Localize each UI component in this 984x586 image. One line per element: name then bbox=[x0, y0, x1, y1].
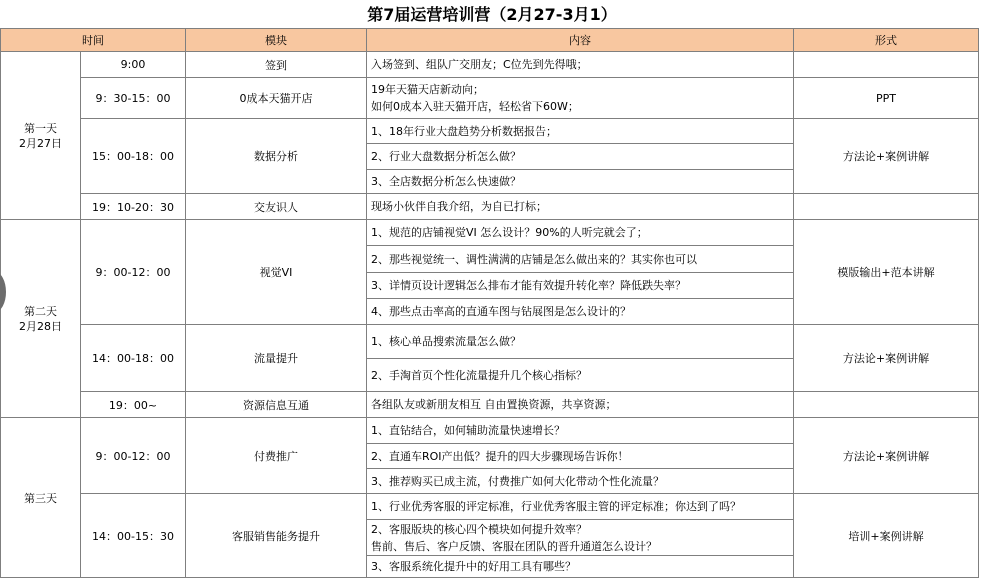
module-cell: 视觉VI bbox=[186, 220, 367, 325]
time-cell: 15：00-18：00 bbox=[81, 119, 186, 194]
content-cell: 1、18年行业大盘趋势分析数据报告； bbox=[367, 119, 794, 144]
day-label: 第二天 bbox=[24, 304, 57, 318]
content-cell bbox=[367, 78, 794, 119]
format-cell bbox=[794, 194, 979, 220]
time-cell: 9：00-12：00 bbox=[81, 220, 186, 325]
day-cell-3: 第三天 bbox=[1, 418, 81, 578]
page-title: 第7届运营培训营（2月27-3月1） bbox=[367, 5, 617, 24]
header-format: 形式 bbox=[794, 29, 979, 52]
content-cell: 3、推荐购买已成主流，付费推广如何大化带动个性化流量？ bbox=[367, 469, 794, 494]
format-cell bbox=[794, 392, 979, 418]
format-cell: 方法论+案例讲解 bbox=[794, 418, 979, 494]
module-cell: 资源信息互通 bbox=[186, 392, 367, 418]
time-cell: 19：10-20：30 bbox=[81, 194, 186, 220]
content-cell: 4、那些点击率高的直通车图与钻展图是怎么设计的？ bbox=[367, 299, 794, 325]
format-cell: 方法论+案例讲解 bbox=[794, 119, 979, 194]
format-cell: 模版输出+范本讲解 bbox=[794, 220, 979, 325]
content-line: 如何0成本入驻天猫开店，轻松省下60W； bbox=[371, 100, 579, 113]
module-cell: 客服销售能务提升 bbox=[186, 494, 367, 578]
table-row bbox=[1, 194, 979, 220]
table-row bbox=[1, 78, 979, 119]
content-cell: 现场小伙伴自我介绍，为自已打标； bbox=[367, 194, 794, 220]
table-row bbox=[1, 494, 979, 520]
day-date: 2月27日 bbox=[19, 136, 62, 150]
module-cell: 付费推广 bbox=[186, 418, 367, 494]
format-cell bbox=[794, 52, 979, 78]
table-row bbox=[1, 325, 979, 359]
content-cell bbox=[367, 520, 794, 556]
header-content: 内容 bbox=[367, 29, 794, 52]
day-cell-1 bbox=[1, 52, 81, 220]
content-cell: 1、直钻结合，如何辅助流量快速增长？ bbox=[367, 418, 794, 444]
content-cell: 1、核心单品搜索流量怎么做？ bbox=[367, 325, 794, 359]
header-time: 时间 bbox=[1, 29, 186, 52]
content-cell: 1、规范的店铺视觉VI 怎么设计？90%的人听完就会了； bbox=[367, 220, 794, 246]
content-cell: 2、那些视觉统一、调性满满的店铺是怎么做出来的？其实你也可以 bbox=[367, 246, 794, 273]
time-cell: 19：00~ bbox=[81, 392, 186, 418]
module-cell: 流量提升 bbox=[186, 325, 367, 392]
content-cell: 1、行业优秀客服的评定标准，行业优秀客服主管的评定标准；你达到了吗？ bbox=[367, 494, 794, 520]
day-cell-2 bbox=[1, 220, 81, 418]
content-line: 售前、售后、客户反馈、客服在团队的晋升通道怎么设计？ bbox=[371, 539, 657, 553]
header-row bbox=[1, 29, 979, 52]
content-cell: 各组队友或新朋友相互 自由置换资源，共享资源； bbox=[367, 392, 794, 418]
time-cell: 9:00 bbox=[81, 52, 186, 78]
table-row bbox=[1, 119, 979, 144]
content-line: 19年天猫天店新动向； bbox=[371, 83, 484, 96]
content-cell: 3、客服系统化提升中的好用工具有哪些？ bbox=[367, 556, 794, 578]
content-cell: 2、行业大盘数据分析怎么做？ bbox=[367, 144, 794, 170]
content-cell: 2、手淘首页个性化流量提升几个核心指标？ bbox=[367, 359, 794, 392]
time-cell: 14：00-15：30 bbox=[81, 494, 186, 578]
format-cell: 培训+案例讲解 bbox=[794, 494, 979, 578]
module-cell: 0成本天猫开店 bbox=[186, 78, 367, 119]
day-label: 第一天 bbox=[24, 121, 57, 135]
content-cell: 入场签到、组队广交朋友；C位先到先得哦； bbox=[367, 52, 794, 78]
content-cell: 3、详情页设计逻辑怎么排布才能有效提升转化率？降低跌失率？ bbox=[367, 273, 794, 299]
table-row bbox=[1, 392, 979, 418]
table-row bbox=[1, 418, 979, 444]
content-cell: 2、直通车ROI产出低？提升的四大步骤现场告诉你！ bbox=[367, 444, 794, 469]
header-module: 模块 bbox=[186, 29, 367, 52]
module-cell: 数据分析 bbox=[186, 119, 367, 194]
time-cell: 9：30-15：00 bbox=[81, 78, 186, 119]
content-line: 2、客服版块的核心四个模块如何提升效率？ bbox=[371, 522, 587, 536]
format-cell: 方法论+案例讲解 bbox=[794, 325, 979, 392]
module-cell: 交友识人 bbox=[186, 194, 367, 220]
schedule-table bbox=[0, 28, 979, 578]
format-cell: PPT bbox=[794, 78, 979, 119]
time-cell: 9：00-12：00 bbox=[81, 418, 186, 494]
content-cell: 3、全店数据分析怎么快速做？ bbox=[367, 170, 794, 194]
table-row bbox=[1, 52, 979, 78]
day-date: 2月28日 bbox=[19, 319, 62, 333]
table-row bbox=[1, 220, 979, 246]
module-cell: 签到 bbox=[186, 52, 367, 78]
time-cell: 14：00-18：00 bbox=[81, 325, 186, 392]
